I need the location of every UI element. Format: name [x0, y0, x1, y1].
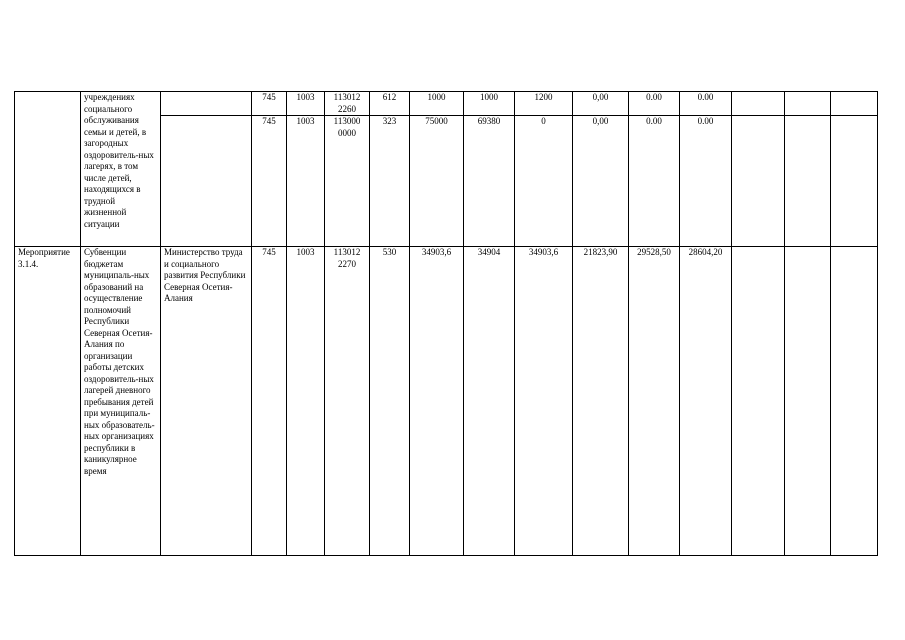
- csr-cell: 113000 0000: [325, 116, 370, 247]
- grbs-cell: 745: [252, 116, 287, 247]
- name-cell: Субвенции бюджетам муниципаль-ных образований на осуществление полномочий Республики Северная Осетия-Алания по организации работы детских оздоровитель-ных лагерей дневного пребывания детей при муниципаль-ных образователь-ных организациях республики в каникулярное время: [81, 247, 161, 556]
- budget-table: [14, 91, 878, 556]
- empty-cell: [831, 116, 878, 247]
- year4-cell: 21823,90: [573, 247, 629, 556]
- empty-cell: [831, 92, 878, 116]
- grbs-cell: 745: [252, 247, 287, 556]
- year5-cell: 29528,50: [629, 247, 680, 556]
- empty-cell: [785, 92, 831, 116]
- year6-cell: 0.00: [680, 116, 732, 247]
- csr-cell: 113012 2270: [325, 247, 370, 556]
- table-row: [15, 247, 878, 556]
- empty-cell: [732, 92, 785, 116]
- empty-cell: [732, 116, 785, 247]
- table-row: [15, 92, 878, 116]
- year3-cell: 1200: [515, 92, 573, 116]
- year3-cell: 0: [515, 116, 573, 247]
- year4-cell: 0,00: [573, 116, 629, 247]
- rzpr-cell: 1003: [287, 92, 325, 116]
- rzpr-cell: 1003: [287, 247, 325, 556]
- name-cell: учреждениях социального обслуживания семьи и детей, в загородных оздоровитель-ных лагерях, в том числе детей, находящихся в трудной жизненной ситуации: [81, 92, 161, 247]
- vr-cell: 323: [370, 116, 410, 247]
- measure-cell: [15, 92, 81, 247]
- measure-cell: Мероприятие 3.1.4.: [15, 247, 81, 556]
- empty-cell: [785, 116, 831, 247]
- executor-cell: Министерство труда и социального развития Республики Северная Осетия-Алания: [161, 247, 252, 556]
- vr-cell: 530: [370, 247, 410, 556]
- vr-cell: 612: [370, 92, 410, 116]
- year5-cell: 0.00: [629, 116, 680, 247]
- rzpr-cell: 1003: [287, 116, 325, 247]
- year5-cell: 0.00: [629, 92, 680, 116]
- executor-cell: [161, 92, 252, 116]
- empty-cell: [831, 247, 878, 556]
- executor-cell: [161, 116, 252, 247]
- year2-cell: 69380: [464, 116, 515, 247]
- year6-cell: 28604,20: [680, 247, 732, 556]
- year6-cell: 0.00: [680, 92, 732, 116]
- year1-cell: 1000: [410, 92, 464, 116]
- year3-cell: 34903,6: [515, 247, 573, 556]
- year2-cell: 34904: [464, 247, 515, 556]
- csr-cell: 113012 2260: [325, 92, 370, 116]
- year1-cell: 34903,6: [410, 247, 464, 556]
- empty-cell: [732, 247, 785, 556]
- year2-cell: 1000: [464, 92, 515, 116]
- grbs-cell: 745: [252, 92, 287, 116]
- empty-cell: [785, 247, 831, 556]
- year4-cell: 0,00: [573, 92, 629, 116]
- year1-cell: 75000: [410, 116, 464, 247]
